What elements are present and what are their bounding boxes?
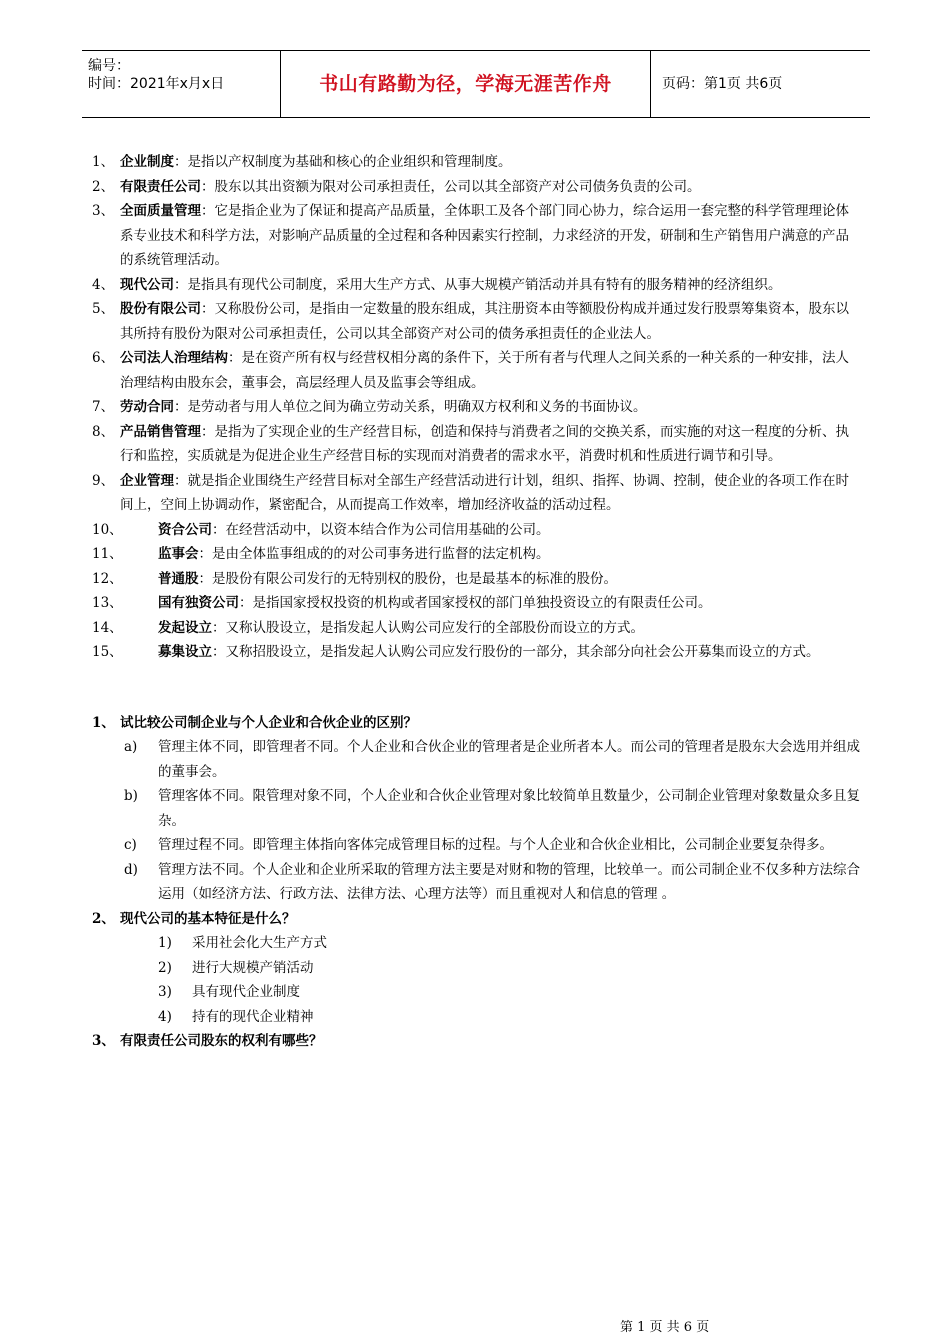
answer-item xyxy=(92,1005,862,1030)
answer-marker: c) xyxy=(124,837,137,853)
definition-text: ：是劳动者与用人单位之间为确立劳动关系，明确双方权利和义务的书面协议。 xyxy=(174,399,647,415)
definition-term: 普通股 xyxy=(158,570,199,587)
item-number: 8、 xyxy=(92,423,115,440)
answer-marker: 4) xyxy=(158,1008,172,1025)
definition-text: ：在经营活动中，以资本结合作为公司信用基础的公司。 xyxy=(212,521,550,538)
item-number: 10、 xyxy=(92,521,123,538)
item-number: 3、 xyxy=(92,203,115,219)
item-number: 12、 xyxy=(92,570,123,587)
definition-item xyxy=(92,175,862,200)
answer-item xyxy=(92,956,862,981)
answer-item xyxy=(92,858,862,907)
definition-term: 劳动合同 xyxy=(120,399,174,415)
item-number: 13、 xyxy=(92,595,123,611)
item-number: 9、 xyxy=(92,472,115,489)
answer-item xyxy=(92,735,862,784)
definition-item xyxy=(92,199,862,273)
item-number: 15、 xyxy=(92,644,123,660)
answer-text: 管理客体不同。限管理对象不同，个人企业和合伙企业管理对象比较简单且数量少，公司制企业管理对象数量众多且复杂。 xyxy=(158,788,860,829)
definition-item xyxy=(92,616,862,641)
definition-term: 产品销售管理 xyxy=(120,423,201,440)
answer-marker: a) xyxy=(124,739,138,755)
document-time-label: 时间：2021年x月x日 xyxy=(88,76,225,92)
answer-text: 管理主体不同，即管理者不同。个人企业和合伙企业的管理者是企业所者本人。而公司的管理者是股东大会选用并组成的董事会。 xyxy=(158,739,860,780)
definition-item xyxy=(92,346,862,395)
answer-item xyxy=(92,980,862,1005)
definition-term: 国有独资公司 xyxy=(158,595,239,611)
question-heading xyxy=(92,711,862,736)
answer-marker: 1) xyxy=(158,935,172,951)
definition-item xyxy=(92,297,862,346)
answer-marker: b) xyxy=(124,788,138,804)
definition-item xyxy=(92,640,862,665)
definition-text: ：它是指企业为了保证和提高产品质量，全体职工及各个部门同心协力，综合运用一套完整的科学管理理论体系专业技术和科学方法，对影响产品质量的全过程和各种因素实行控制，力求经济的开发，研制和生产销售用户满意的产品的系统管理活动。 xyxy=(120,203,849,268)
header-divider xyxy=(650,51,651,117)
definition-term: 企业制度 xyxy=(120,154,174,170)
definition-term: 监事会 xyxy=(158,546,199,562)
definition-term: 募集设立 xyxy=(158,644,212,660)
item-number: 5、 xyxy=(92,301,115,317)
item-number: 11、 xyxy=(92,546,123,562)
definition-term: 公司法人治理结构 xyxy=(120,350,228,366)
definition-item xyxy=(92,567,862,592)
answer-marker: 2) xyxy=(158,959,172,976)
definition-item xyxy=(92,591,862,616)
definition-text: ：是股份有限公司发行的无特别权的股份，也是最基本的标准的股份。 xyxy=(198,570,617,587)
item-number: 6、 xyxy=(92,350,115,366)
definition-term: 企业管理 xyxy=(120,472,174,489)
question-title: 试比较公司制企业与个人企业和合伙企业的区别？ xyxy=(120,714,417,731)
definition-text: ：又称招股设立，是指发起人认购公司应发行股份的一部分，其余部分向社会公开募集而设立的方式。 xyxy=(212,644,820,660)
definition-text: ：股东以其出资额为限对公司承担责任，公司以其全部资产对公司债务负责的公司。 xyxy=(201,178,701,195)
definition-text: ：是指具有现代公司制度，采用大生产方式、从事大规模产销活动并具有特有的服务精神的经济组织。 xyxy=(174,276,782,293)
answer-item xyxy=(92,784,862,833)
definition-text: ：是由全体监事组成的的对公司事务进行监督的法定机构。 xyxy=(198,546,550,562)
definition-text: ：是在资产所有权与经营权相分离的条件下，关于所有者与代理人之间关系的一种关系的一种安排，法人治理结构由股东会，董事会，高层经理人员及监事会等组成。 xyxy=(120,350,849,391)
question-number: 2、 xyxy=(92,910,115,927)
question-heading xyxy=(92,1029,862,1054)
definition-item xyxy=(92,395,862,420)
definition-term: 现代公司 xyxy=(120,276,174,293)
question-number: 1、 xyxy=(92,714,115,731)
page-header xyxy=(82,50,870,118)
document-body xyxy=(92,150,862,1054)
answer-item xyxy=(92,833,862,858)
item-number: 1、 xyxy=(92,154,115,170)
answer-text: 持有的现代企业精神 xyxy=(192,1008,314,1025)
question-heading xyxy=(92,907,862,932)
header-motto: 书山有路勤为径，学海无涯苦作舟 xyxy=(319,73,612,95)
answer-text: 进行大规模产销活动 xyxy=(192,959,314,976)
definition-term: 全面质量管理 xyxy=(120,203,201,219)
definition-text: ：又称股份公司，是指由一定数量的股东组成，其注册资本由等额股份构成并通过发行股票筹集资本，股东以其所持有股份为限对公司承担责任，公司以其全部资产对公司的债务承担责任的企业法人。 xyxy=(120,301,849,342)
definition-item xyxy=(92,542,862,567)
item-number: 4、 xyxy=(92,276,115,293)
definition-text: ：是指为了实现企业的生产经营目标，创造和保持与消费者之间的交换关系，而实施的对这一程度的分析、执行和监控，实质就是为促进企业生产经营目标的实现而对消费者的需求水平，消费时机和性质进行调节和引导。 xyxy=(120,423,849,464)
definition-item xyxy=(92,469,862,518)
answer-text: 管理方法不同。个人企业和企业所采取的管理方法主要是对财和物的管理，比较单一。而公司制企业不仅多种方法综合运用（如经济方法、行政方法、法律方法、心理方法等）而且重视对人和信息的管理 。 xyxy=(158,861,860,902)
question-title: 有限责任公司股东的权利有哪些？ xyxy=(120,1033,323,1049)
answer-marker: 3) xyxy=(158,984,172,1000)
section-spacer xyxy=(92,665,862,711)
item-number: 7、 xyxy=(92,399,115,415)
definition-text: ：就是指企业围绕生产经营目标对全部生产经营活动进行计划，组织、指挥、协调、控制，使企业的各项工作在时间上，空间上协调动作，紧密配合，从而提高工作效率，增加经济收益的活动过程。 xyxy=(120,472,849,513)
answer-marker: d) xyxy=(124,861,138,878)
question-title: 现代公司的基本特征是什么？ xyxy=(120,910,296,927)
header-page-info: 页码：第1页 共6页 xyxy=(662,76,783,92)
definition-item xyxy=(92,420,862,469)
header-meta xyxy=(88,57,224,93)
answer-text: 具有现代企业制度 xyxy=(192,984,300,1000)
definition-text: ：是指以产权制度为基础和核心的企业组织和管理制度。 xyxy=(174,154,512,170)
definition-term: 有限责任公司 xyxy=(120,178,201,195)
definition-item xyxy=(92,150,862,175)
question-number: 3、 xyxy=(92,1033,115,1049)
definition-term: 股份有限公司 xyxy=(120,301,201,317)
definition-term: 发起设立 xyxy=(158,619,212,636)
definition-text: ：是指国家授权投资的机构或者国家授权的部门单独投资设立的有限责任公司。 xyxy=(239,595,712,611)
answer-text: 采用社会化大生产方式 xyxy=(192,935,327,951)
item-number: 2、 xyxy=(92,178,115,195)
definition-text: ：又称认股设立，是指发起人认购公司应发行的全部股份而设立的方式。 xyxy=(212,619,644,636)
item-number: 14、 xyxy=(92,619,123,636)
definition-item xyxy=(92,273,862,298)
answer-text: 管理过程不同。即管理主体指向客体完成管理目标的过程。与个人企业和合伙企业相比，公司制企业要复杂得多。 xyxy=(158,837,833,853)
answer-item xyxy=(92,931,862,956)
page-footer: 第 1 页 共 6 页 xyxy=(620,1320,710,1335)
definition-item xyxy=(92,518,862,543)
definition-term: 资合公司 xyxy=(158,521,212,538)
document-number-label: 编号： xyxy=(88,58,130,74)
